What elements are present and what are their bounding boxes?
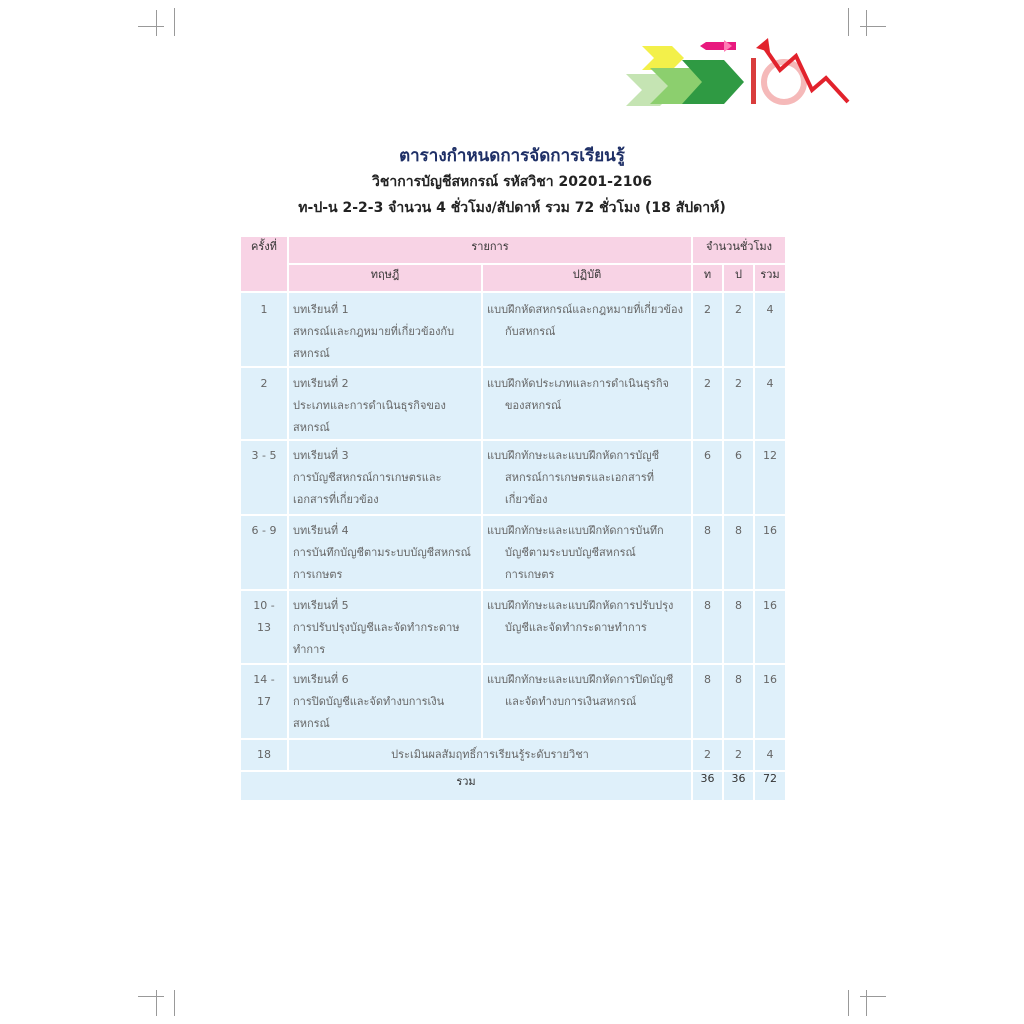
- practice-cell: [482, 367, 692, 440]
- evaluation-row: [240, 739, 786, 771]
- header-t: ท: [692, 264, 723, 292]
- header-hours: จำนวนชั่วโมง: [692, 236, 786, 264]
- practice-cell: [482, 292, 692, 367]
- theory-cell: [288, 664, 482, 739]
- theory-line: สหกรณ์และกฎหมายที่เกี่ยวข้องกับ: [293, 325, 455, 338]
- crop-mark: [174, 990, 175, 1016]
- sum-cell: 4: [754, 739, 786, 771]
- theory-line: บทเรียนที่ 1: [293, 303, 349, 316]
- header-total: รวม: [754, 264, 786, 292]
- t-cell: 8: [692, 515, 723, 590]
- p-cell: 2: [723, 367, 754, 440]
- session-cell: 18: [240, 739, 288, 771]
- header-practice: ปฏิบัติ: [482, 264, 692, 292]
- table-row: [240, 292, 786, 367]
- p-cell: 8: [723, 664, 754, 739]
- theory-line: สหกรณ์: [293, 717, 330, 730]
- header-session: ครั้งที่: [240, 236, 288, 292]
- crop-mark: [860, 996, 886, 997]
- evaluation-cell: ประเมินผลสัมฤทธิ์การเรียนรู้ระดับรายวิชา: [288, 739, 692, 771]
- theory-line: เอกสารที่เกี่ยวข้อง: [293, 493, 379, 506]
- t-cell: 2: [692, 739, 723, 771]
- table-row: [240, 590, 786, 664]
- practice-line: แบบฝึกทักษะและแบบฝึกหัดการปรับปรุง: [487, 599, 674, 612]
- session-cell: 6 - 9: [240, 515, 288, 590]
- practice-line: แบบฝึกทักษะและแบบฝึกหัดการปิดบัญชี: [487, 673, 674, 686]
- practice-line: การเกษตร: [505, 568, 555, 581]
- theory-cell: [288, 440, 482, 515]
- sum-cell: 4: [754, 367, 786, 440]
- session-cell: 2: [240, 367, 288, 440]
- header-items: รายการ: [288, 236, 692, 264]
- total-row: [240, 771, 786, 801]
- theory-line: การบันทึกบัญชีตามระบบบัญชีสหกรณ์: [293, 546, 471, 559]
- theory-line: การปรับปรุงบัญชีและจัดทำกระดาษ: [293, 621, 460, 634]
- theory-cell: [288, 367, 482, 440]
- theory-line: บทเรียนที่ 2: [293, 377, 349, 390]
- sum-cell: 16: [754, 664, 786, 739]
- practice-line: ของสหกรณ์: [505, 399, 562, 412]
- sum-cell: 12: [754, 440, 786, 515]
- p-cell: 8: [723, 590, 754, 664]
- crop-mark: [156, 10, 157, 36]
- crop-mark: [138, 26, 164, 27]
- theory-cell: [288, 515, 482, 590]
- crop-mark: [866, 990, 867, 1016]
- session-cell: 10 - 13: [240, 590, 288, 664]
- theory-line: บทเรียนที่ 3: [293, 449, 349, 462]
- t-cell: 2: [692, 292, 723, 367]
- theory-line: ทำการ: [293, 643, 326, 656]
- p-cell: 8: [723, 515, 754, 590]
- theory-line: บทเรียนที่ 6: [293, 673, 349, 686]
- theory-line: การปิดบัญชีและจัดทำงบการเงิน: [293, 695, 445, 708]
- theory-line: สหกรณ์: [293, 347, 330, 360]
- theory-line: บทเรียนที่ 5: [293, 599, 349, 612]
- session-cell: 1: [240, 292, 288, 367]
- t-cell: 8: [692, 664, 723, 739]
- practice-line: และจัดทำงบการเงินสหกรณ์: [505, 695, 637, 708]
- t-cell: 2: [692, 367, 723, 440]
- session-cell: 14 - 17: [240, 664, 288, 739]
- page-title: ตารางกำหนดการจัดการเรียนรู้: [399, 146, 625, 166]
- crop-mark: [848, 8, 849, 36]
- practice-line: บัญชีตามระบบบัญชีสหกรณ์: [505, 546, 636, 559]
- practice-cell: [482, 664, 692, 739]
- practice-line: เกี่ยวข้อง: [505, 493, 548, 506]
- table-row: [240, 664, 786, 739]
- theory-line: การบัญชีสหกรณ์การเกษตรและ: [293, 471, 442, 484]
- header-p: ป: [723, 264, 754, 292]
- p-cell: 2: [723, 739, 754, 771]
- total-p: 36: [723, 771, 754, 801]
- practice-cell: [482, 440, 692, 515]
- arrows-decoration-icon: [620, 34, 855, 114]
- crop-mark: [866, 10, 867, 36]
- t-cell: 6: [692, 440, 723, 515]
- course-subtitle: วิชาการบัญชีสหกรณ์ รหัสวิชา 20201-2106: [372, 174, 652, 190]
- theory-line: ประเภทและการดำเนินธุรกิจของสหกรณ์: [293, 399, 446, 434]
- total-label: รวม: [240, 771, 692, 801]
- schedule-table: [239, 235, 787, 802]
- practice-line: บัญชีและจัดทำกระดาษทำการ: [505, 621, 647, 634]
- table-row: [240, 515, 786, 590]
- theory-line: บทเรียนที่ 4: [293, 524, 349, 537]
- practice-line: แบบฝึกทักษะและแบบฝึกหัดการบัญชี: [487, 449, 660, 462]
- theory-cell: [288, 292, 482, 367]
- sum-cell: 4: [754, 292, 786, 367]
- practice-line: กับสหกรณ์: [505, 325, 556, 338]
- title-block: [0, 143, 1024, 221]
- header-theory: ทฤษฎี: [288, 264, 482, 292]
- sum-cell: 16: [754, 590, 786, 664]
- practice-line: แบบฝึกหัดสหกรณ์และกฎหมายที่เกี่ยวข้อง: [487, 303, 683, 316]
- practice-line: แบบฝึกหัดประเภทและการดำเนินธุรกิจ: [487, 377, 669, 390]
- practice-cell: [482, 515, 692, 590]
- crop-mark: [848, 990, 849, 1016]
- practice-cell: [482, 590, 692, 664]
- table-row: [240, 440, 786, 515]
- table-row: [240, 367, 786, 440]
- theory-cell: [288, 590, 482, 664]
- sum-cell: 16: [754, 515, 786, 590]
- theory-line: การเกษตร: [293, 568, 343, 581]
- p-cell: 6: [723, 440, 754, 515]
- total-t: 36: [692, 771, 723, 801]
- crop-mark: [138, 996, 164, 997]
- session-cell: 3 - 5: [240, 440, 288, 515]
- t-cell: 8: [692, 590, 723, 664]
- total-sum: 72: [754, 771, 786, 801]
- crop-mark: [174, 8, 175, 36]
- crop-mark: [156, 990, 157, 1016]
- practice-line: สหกรณ์การเกษตรและเอกสารที่: [505, 471, 655, 484]
- practice-line: แบบฝึกทักษะและแบบฝึกหัดการบันทึก: [487, 524, 664, 537]
- hours-summary: ท-ป-น 2-2-3 จำนวน 4 ชั่วโมง/สัปดาห์ รวม 72 ชั่วโมง (18 สัปดาห์): [298, 200, 726, 216]
- p-cell: 2: [723, 292, 754, 367]
- crop-mark: [860, 26, 886, 27]
